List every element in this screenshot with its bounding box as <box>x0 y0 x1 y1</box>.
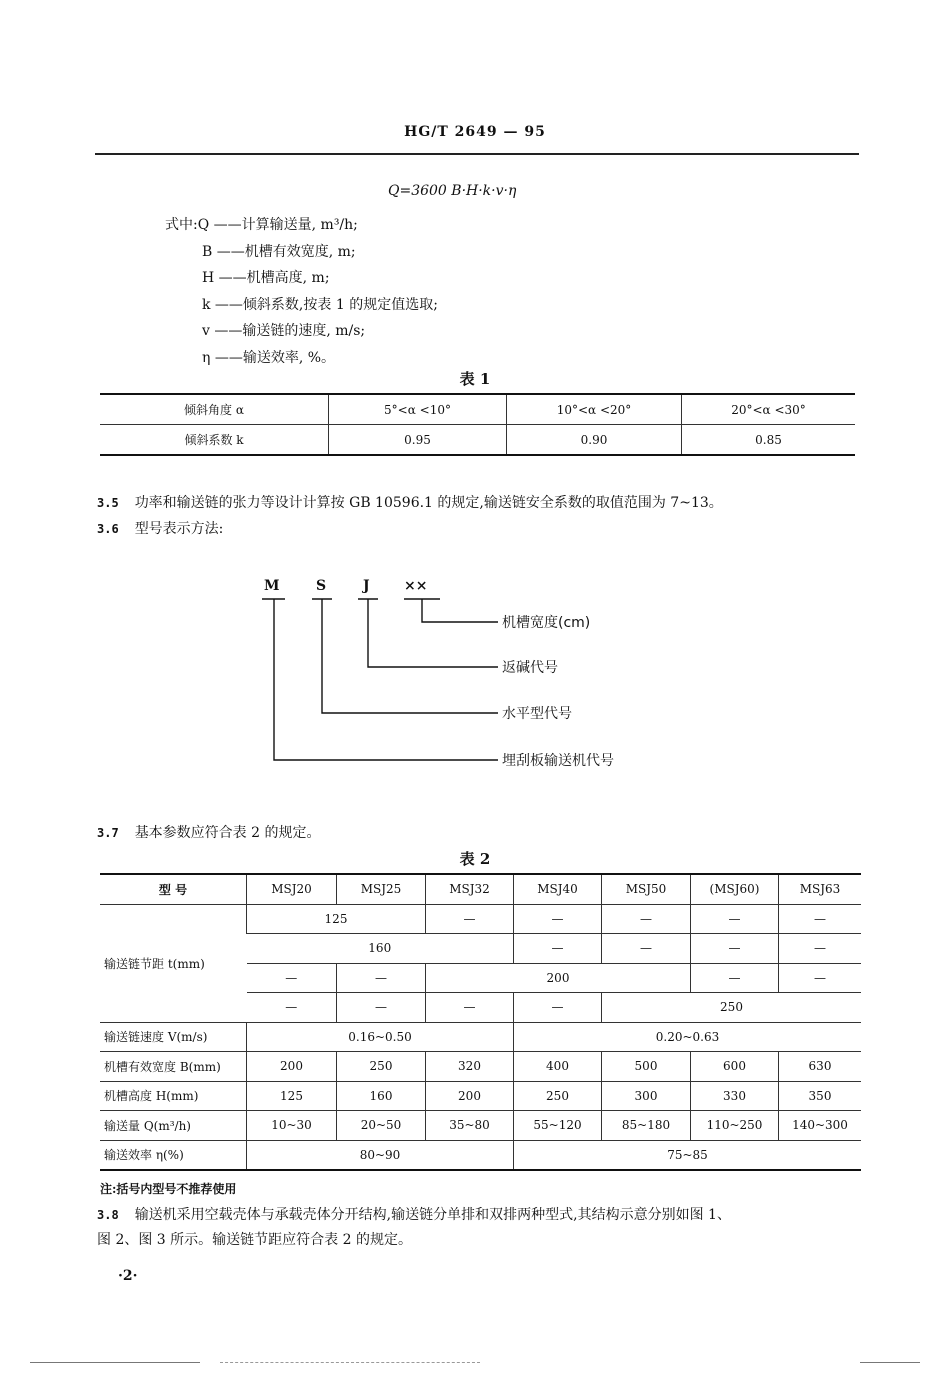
table-cell: 630 <box>779 1052 862 1082</box>
label-alkali: 返碱代号 <box>502 660 558 676</box>
table1 <box>100 393 855 456</box>
table-cell: — <box>426 993 514 1023</box>
table-cell: — <box>779 963 862 993</box>
table-row-label: 输送链节距 t(mm) <box>100 904 247 1022</box>
definition-k: k ——倾斜系数,按表 1 的规定值选取; <box>202 296 438 313</box>
table-cell: — <box>691 934 779 964</box>
table-row <box>100 394 855 425</box>
table-cell: — <box>514 993 602 1023</box>
table-cell: 0.20~0.63 <box>514 1022 862 1052</box>
table-cell: — <box>779 904 862 934</box>
table-header-cell: (MSJ60) <box>691 874 779 904</box>
table-cell: 125 <box>247 1081 337 1111</box>
section-number: 3.5 <box>97 496 119 510</box>
table-cell: 5°<α <10° <box>329 394 507 425</box>
table-cell: 倾斜系数 k <box>100 425 329 456</box>
table-cell: — <box>602 904 691 934</box>
definition-v: v ——输送链的速度, m/s; <box>202 323 366 340</box>
definition-h: H ——机槽高度, m; <box>202 270 330 287</box>
table2 <box>100 873 861 1171</box>
table-cell: — <box>426 904 514 934</box>
table-header-cell: MSJ50 <box>602 874 691 904</box>
table-cell: 200 <box>426 963 691 993</box>
table-cell: 250 <box>514 1081 602 1111</box>
table1-caption: 表 1 <box>459 370 491 388</box>
table-cell: 500 <box>602 1052 691 1082</box>
table-row <box>100 425 855 456</box>
bottom-scan-line <box>220 1362 480 1363</box>
table-cell: 250 <box>337 1052 426 1082</box>
table-cell: 600 <box>691 1052 779 1082</box>
table-cell: 0.90 <box>507 425 682 456</box>
table-row-label: 输送链速度 V(m/s) <box>100 1022 247 1052</box>
table-cell: 300 <box>602 1081 691 1111</box>
section-number: 3.8 <box>97 1208 119 1222</box>
table-cell: — <box>691 963 779 993</box>
letter-j: J <box>363 578 370 594</box>
table-row <box>100 1052 861 1082</box>
table-cell: 10~30 <box>247 1111 337 1141</box>
paragraph-text: 型号表示方法: <box>134 521 224 537</box>
table-header-cell: MSJ32 <box>426 874 514 904</box>
paragraph-3-6 <box>97 518 223 538</box>
table-row <box>100 874 861 904</box>
table-note: 注:括号内型号不推荐使用 <box>100 1182 237 1196</box>
table-cell: — <box>514 904 602 934</box>
table-cell: 250 <box>602 993 862 1023</box>
table-cell: 0.85 <box>682 425 856 456</box>
formula: Q=3600 B·H·k·v·η <box>388 183 517 199</box>
page-header: HG/T 2649 — 95 <box>404 124 546 140</box>
table-cell: 倾斜角度 α <box>184 403 244 417</box>
table-row-label: 机槽高度 H(mm) <box>100 1081 247 1111</box>
table-cell: 330 <box>691 1081 779 1111</box>
table-cell: — <box>247 993 337 1023</box>
table-cell: 110~250 <box>691 1111 779 1141</box>
table-header-cell: 型 号 <box>158 882 188 897</box>
paragraph-text: 输送机采用空载壳体与承载壳体分开结构,输送链分单排和双排两种型式,其结构示意分别如图 1、 <box>134 1207 731 1223</box>
table-cell: 35~80 <box>426 1111 514 1141</box>
table-row <box>100 1111 861 1141</box>
table-cell: 350 <box>779 1081 862 1111</box>
table2-caption: 表 2 <box>459 850 491 868</box>
definition-eta: η ——输送效率, %。 <box>202 349 336 366</box>
table-cell: 75~85 <box>514 1140 862 1170</box>
model-code-diagram <box>250 570 670 780</box>
table-cell: 0.95 <box>329 425 507 456</box>
paragraph-text: 功率和输送链的张力等设计计算按 GB 10596.1 的规定,输送链安全系数的取值范围为 7~13。 <box>134 495 723 511</box>
table-cell: — <box>602 934 691 964</box>
table-cell: 85~180 <box>602 1111 691 1141</box>
paragraph-3-8-continued: 图 2、图 3 所示。输送链节距应符合表 2 的规定。 <box>97 1232 412 1248</box>
section-number: 3.7 <box>97 826 119 840</box>
page-number: ·2· <box>118 1268 138 1284</box>
definition-b: B ——机槽有效宽度, m; <box>202 243 356 260</box>
label-horizontal: 水平型代号 <box>502 706 572 722</box>
table-cell: 160 <box>337 1081 426 1111</box>
header-rule <box>95 153 859 155</box>
definition-q: 式中:Q ——计算输送量, m³/h; <box>165 217 358 233</box>
table-cell: 320 <box>426 1052 514 1082</box>
table-cell: 400 <box>514 1052 602 1082</box>
table-cell: — <box>691 904 779 934</box>
table-row <box>100 1022 861 1052</box>
table-header-cell: MSJ20 <box>247 874 337 904</box>
definitions-list <box>165 212 438 372</box>
table-cell: 20°<α <30° <box>682 394 856 425</box>
table-row <box>100 1140 861 1170</box>
table-cell: — <box>514 934 602 964</box>
letter-m: M <box>264 578 280 594</box>
table-row-label: 输送效率 η(%) <box>100 1140 247 1170</box>
table-header-cell: MSJ40 <box>514 874 602 904</box>
table-cell: 10°<α <20° <box>507 394 682 425</box>
table-cell: — <box>337 993 426 1023</box>
label-conveyor: 埋刮板输送机代号 <box>502 753 614 769</box>
bottom-scan-line <box>30 1362 200 1363</box>
table-row-label: 机槽有效宽度 B(mm) <box>100 1052 247 1082</box>
table-cell: 20~50 <box>337 1111 426 1141</box>
table-row <box>100 904 861 934</box>
table-cell: — <box>247 963 337 993</box>
table-cell: 200 <box>247 1052 337 1082</box>
paragraph-3-7 <box>97 822 321 842</box>
table-cell: 0.16~0.50 <box>247 1022 514 1052</box>
table-row-label: 输送量 Q(m³/h) <box>100 1111 247 1141</box>
table-header-cell: MSJ25 <box>337 874 426 904</box>
paragraph-3-8 <box>97 1204 731 1224</box>
table-cell: 125 <box>247 904 426 934</box>
paragraph-3-5 <box>97 492 723 512</box>
letter-xx: ×× <box>404 578 428 594</box>
paragraph-text: 基本参数应符合表 2 的规定。 <box>134 825 321 841</box>
table-cell: 140~300 <box>779 1111 862 1141</box>
bottom-scan-line <box>860 1362 920 1363</box>
table-cell: 160 <box>247 934 514 964</box>
table-cell: — <box>337 963 426 993</box>
table-cell: — <box>779 934 862 964</box>
table-header-cell: MSJ63 <box>779 874 862 904</box>
section-number: 3.6 <box>97 522 119 536</box>
table-row <box>100 1081 861 1111</box>
letter-s: S <box>316 578 327 594</box>
label-width: 机槽宽度(cm) <box>502 615 591 631</box>
table-cell: 55~120 <box>514 1111 602 1141</box>
table-cell: 80~90 <box>247 1140 514 1170</box>
table-cell: 200 <box>426 1081 514 1111</box>
